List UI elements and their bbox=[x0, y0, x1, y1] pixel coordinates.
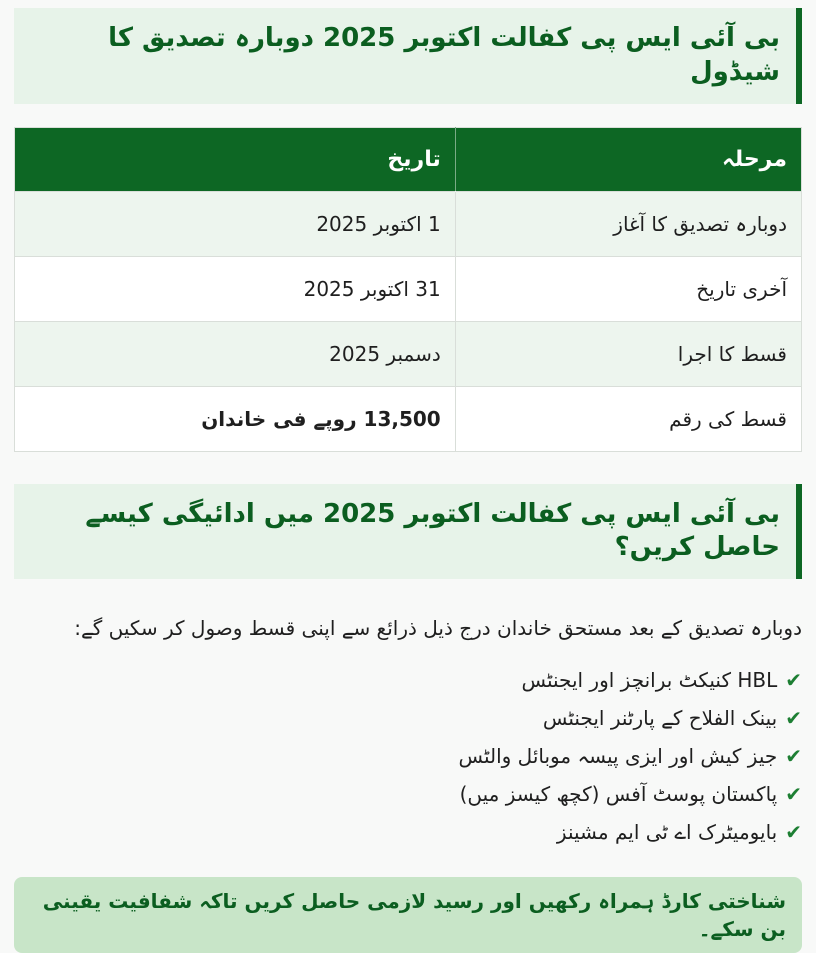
list-item bbox=[14, 699, 802, 737]
highlight-note: شناختی کارڈ ہمراہ رکھیں اور رسید لازمی حاصل کریں تاکہ شفافیت یقینی بن سکے۔ bbox=[14, 877, 802, 953]
stage-cell: قسط کا اجرا bbox=[455, 321, 801, 386]
check-icon: ✔ bbox=[785, 820, 802, 845]
table-row bbox=[15, 191, 802, 256]
schedule-section-title: بی آئی ایس پی کفالت اکتوبر 2025 دوبارہ تصدیق کا شیڈول bbox=[14, 8, 802, 104]
stage-cell: قسط کی رقم bbox=[455, 386, 801, 451]
table-row bbox=[15, 386, 802, 451]
stage-cell: دوبارہ تصدیق کا آغاز bbox=[455, 191, 801, 256]
check-icon: ✔ bbox=[785, 706, 802, 731]
channel-label: بایومیٹرک اے ٹی ایم مشینز bbox=[556, 820, 778, 845]
date-cell: 31 اکتوبر 2025 bbox=[15, 256, 456, 321]
column-header-stage: مرحلہ bbox=[455, 127, 801, 191]
table-row bbox=[15, 256, 802, 321]
list-item bbox=[14, 775, 802, 813]
channel-label: HBL کنیکٹ برانچز اور ایجنٹس bbox=[521, 668, 778, 693]
date-cell: 1 اکتوبر 2025 bbox=[15, 191, 456, 256]
channel-label: جیز کیش اور ایزی پیسہ موبائل والٹس bbox=[458, 744, 778, 769]
list-item bbox=[14, 737, 802, 775]
stage-cell: آخری تاریخ bbox=[455, 256, 801, 321]
check-icon: ✔ bbox=[785, 744, 802, 769]
payment-section-title: بی آئی ایس پی کفالت اکتوبر 2025 میں ادائیگی کیسے حاصل کریں؟ bbox=[14, 484, 802, 580]
check-icon: ✔ bbox=[785, 668, 802, 693]
check-icon: ✔ bbox=[785, 782, 802, 807]
schedule-table bbox=[14, 127, 802, 452]
list-item bbox=[14, 661, 802, 699]
channel-label: بینک الفلاح کے پارٹنر ایجنٹس bbox=[542, 706, 778, 731]
channel-label: پاکستان پوسٹ آفس (کچھ کیسز میں) bbox=[459, 782, 778, 807]
payment-channel-list bbox=[14, 661, 802, 851]
table-header-row bbox=[15, 127, 802, 191]
payment-intro-text: دوبارہ تصدیق کے بعد مستحق خاندان درج ذیل ذرائع سے اپنی قسط وصول کر سکیں گے: bbox=[74, 616, 802, 641]
column-header-date: تاریخ bbox=[15, 127, 456, 191]
date-cell: دسمبر 2025 bbox=[15, 321, 456, 386]
note-container bbox=[14, 877, 802, 953]
amount-cell: 13,500 روپے فی خاندان bbox=[15, 386, 456, 451]
list-item bbox=[14, 813, 802, 851]
table-row bbox=[15, 321, 802, 386]
